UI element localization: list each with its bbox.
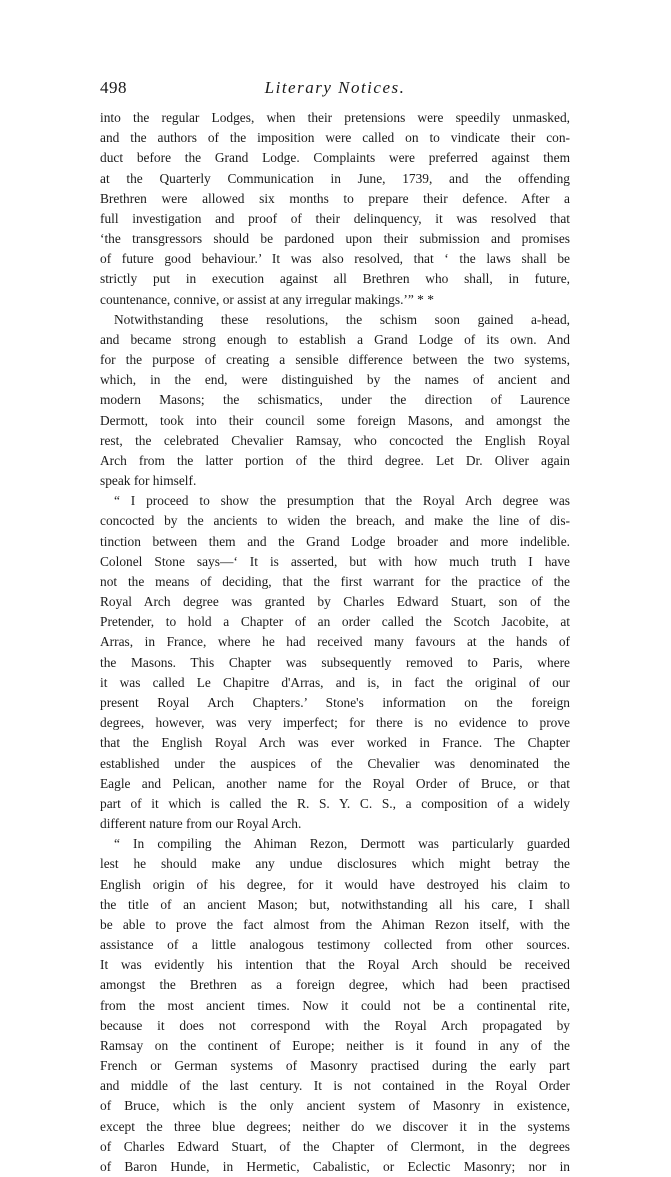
text-line: of future good behaviour.’ It was also resolved, that ‘ the laws shall be	[100, 251, 570, 267]
text-line: because it does not correspond with the Royal Arch propagated by	[100, 1017, 570, 1033]
text-line: amongst the Brethren as a foreign degree, which had been practised	[100, 977, 570, 993]
text-line: be able to prove the fact almost from the Ahiman Rezon itself, with the	[100, 916, 570, 932]
text-line: which, in the end, were distinguished by the names of ancient and	[100, 372, 570, 388]
text-line: tinction between them and the Grand Lodge broader and more indelible.	[100, 533, 570, 549]
text-line: degrees, however, was very imperfect; for there is no evidence to prove	[100, 715, 570, 731]
text-line: Arras, in France, where he had received many favours at the hands of	[100, 634, 570, 650]
text-line: of Baron Hunde, in Hermetic, Cabalistic, or Eclectic Masonry; nor in	[100, 1158, 570, 1174]
text-line: present Royal Arch Chapters.’ Stone's information on the foreign	[100, 694, 570, 710]
text-line: of Bruce, which is the only ancient system of Masonry in existence,	[100, 1098, 570, 1114]
text-line: that the English Royal Arch was ever worked in France. The Chapter	[100, 735, 570, 751]
text-line: Pretender, to hold a Chapter of an order called the Scotch Jacobite, at	[100, 614, 570, 630]
text-line: and became strong enough to establish a Grand Lodge of its own. And	[100, 331, 570, 347]
text-line: Arch from the latter portion of the third degree. Let Dr. Oliver again	[100, 452, 570, 468]
text-line: It was evidently his intention that the Royal Arch should be received	[100, 957, 570, 973]
text-line: except the three blue degrees; neither do we discover it in the systems	[100, 1118, 570, 1134]
text-line: modern Masons; the schismatics, under the direction of Laurence	[100, 392, 570, 408]
text-line: rest, the celebrated Chevalier Ramsay, who concocted the English Royal	[100, 432, 570, 448]
text-line: from the most ancient times. Now it could not be a continental rite,	[100, 997, 570, 1013]
text-line: the title of an ancient Mason; but, notwithstanding all his care, I shall	[100, 896, 570, 912]
text-line: speak for himself.	[100, 473, 197, 489]
text-line: for the purpose of creating a sensible difference between the two systems,	[100, 352, 570, 368]
text-line: English origin of his degree, for it would have destroyed his claim to	[100, 876, 570, 892]
text-line: assistance of a little analogous testimony collected from other sources.	[100, 937, 570, 953]
text-line: concocted by the ancients to widen the breach, and make the line of dis-	[100, 513, 570, 529]
text-line: French or German systems of Masonry practised during the early part	[100, 1058, 570, 1074]
text-line: Ramsay on the continent of Europe; neither is it found in any of the	[100, 1037, 570, 1053]
text-line: not the means of deciding, that the first warrant for the practice of the	[100, 573, 570, 589]
text-line: and middle of the last century. It is not contained in the Royal Order	[100, 1078, 570, 1094]
text-line: Colonel Stone says—‘ It is asserted, but with how much truth I have	[100, 553, 570, 569]
text-line: “ In compiling the Ahiman Rezon, Dermott was particularly guarded	[114, 836, 570, 852]
text-line: ‘the transgressors should be pardoned upon their submission and promises	[100, 231, 570, 247]
text-line: of Charles Edward Stuart, of the Chapter of Clermont, in the degrees	[100, 1138, 570, 1154]
text-line: it was called Le Chapitre d'Arras, and is, in fact the original of our	[100, 674, 570, 690]
text-line: at the Quarterly Communication in June, 1739, and the offending	[100, 170, 570, 186]
text-line: strictly put in execution against all Brethren who shall, in future,	[100, 271, 570, 287]
text-line: Notwithstanding these resolutions, the schism soon gained a-head,	[114, 311, 570, 327]
text-line: Dermott, took into their council some foreign Masons, and amongst the	[100, 412, 570, 428]
text-line: the Masons. This Chapter was subsequently removed to Paris, where	[100, 654, 570, 670]
text-line: Eagle and Pelican, another name for the Royal Order of Bruce, or that	[100, 775, 570, 791]
running-title: Literary Notices.	[264, 78, 406, 97]
text-line: Brethren were allowed six months to prepare their defence. After a	[100, 190, 570, 206]
text-line: established under the auspices of the Chevalier was denominated the	[100, 755, 570, 771]
text-line: and the authors of the imposition were called on to vindicate their con-	[100, 130, 570, 146]
text-line: part of it which is called the R. S. Y. C. S., a composition of a widely	[100, 795, 570, 811]
page-number: 498	[100, 78, 127, 97]
text-line: full investigation and proof of their delinquency, it was resolved that	[100, 210, 570, 226]
text-line: duct before the Grand Lodge. Complaints were preferred against them	[100, 150, 570, 166]
text-line: different nature from our Royal Arch.	[100, 816, 302, 832]
text-line: countenance, connive, or assist at any irregular makings.’” * *	[100, 291, 434, 307]
page-header	[100, 78, 570, 106]
text-line: Royal Arch degree was granted by Charles Edward Stuart, son of the	[100, 594, 570, 610]
body-text	[100, 108, 570, 1177]
text-line: into the regular Lodges, when their pretensions were speedily unmasked,	[100, 110, 570, 125]
text-line: “ I proceed to show the presumption that the Royal Arch degree was	[114, 493, 570, 509]
text-line: lest he should make any undue disclosures which might betray the	[100, 856, 570, 872]
